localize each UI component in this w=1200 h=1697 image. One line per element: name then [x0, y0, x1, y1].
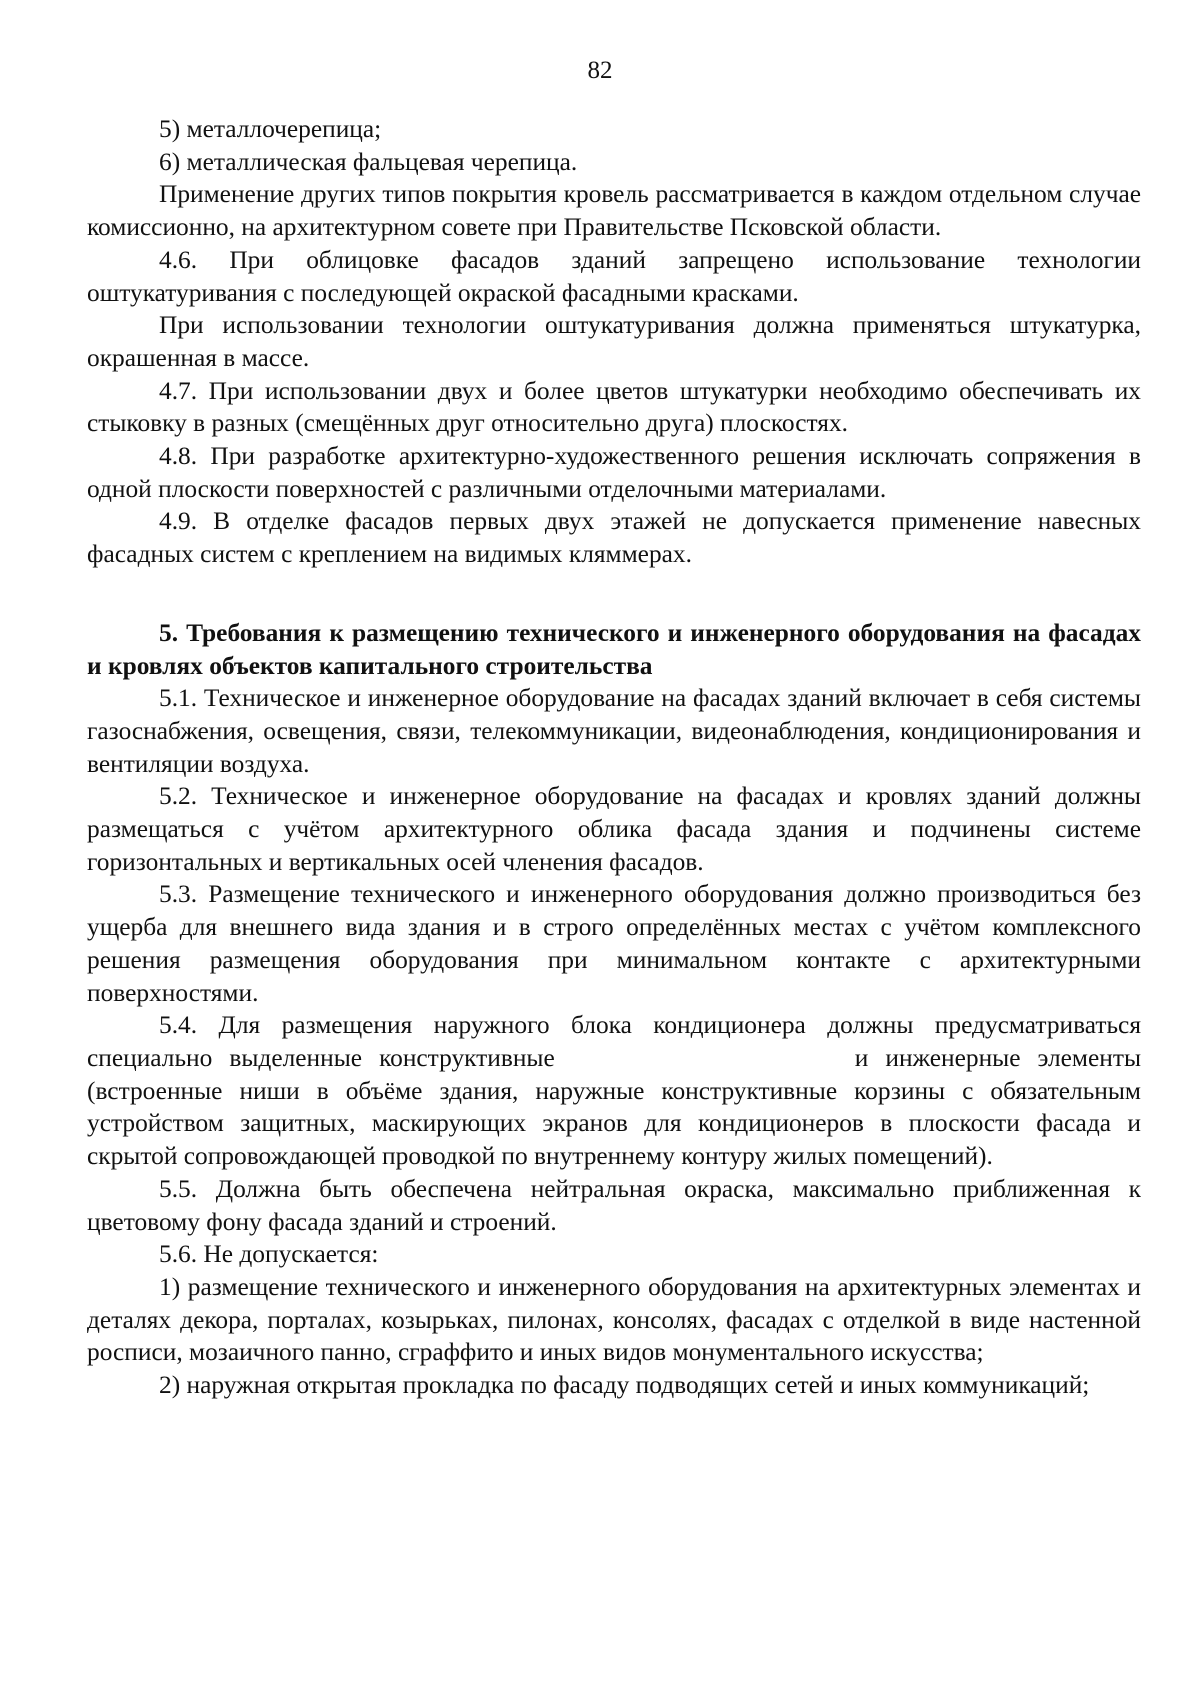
paragraph-5-3: 5.3. Размещение технического и инженерного оборудования должно производиться без ущерба для внешнего вида здания и в строго определённых местах с учётом комплексного решения размещения оборудования при минимальном контакте с архитектурными поверхностями. — [87, 880, 1141, 1007]
list-item-5: 5) металлочерепица; — [159, 115, 382, 143]
paragraph-5-6-item-2: 2) наружная открытая прокладка по фасаду подводящих сетей и иных коммуникаций; — [159, 1371, 1090, 1400]
paragraph-5-6: 5.6. Не допускается: — [159, 1240, 379, 1269]
paragraph-4-9: 4.9. В отделке фасадов первых двух этажей не допускается применение навесных фасадных систем с креплением на видимых кляммерах. — [87, 507, 1141, 569]
paragraph-4-6-plaster: При использовании технологии оштукатуривания должна применяться штукатурка, окрашенная в массе. — [87, 311, 1141, 372]
list-item-6: 6) металлическая фальцевая черепица. — [159, 147, 578, 176]
paragraph-4-8: 4.8. При разработке архитектурно-художественного решения исключать сопряжения в одной плоскости поверхностей с различными отделочными материалами. — [87, 442, 1141, 503]
paragraph-5-4-rest: и инженерные элементы (встроенные ниши в объёме здания, наружные конструктивные корзины с обязательным устройством защитных, маскирующих экранов для кондиционеров в плоскости фасада и скрытой сопровождающей проводкой по внутреннему контуру жилых помещений). — [87, 1043, 1141, 1171]
paragraph-5-4-start: 5.4. Для размещения наружного блока кондиционера должны предусматриваться специально выделенные конструктивные — [87, 1011, 1141, 1072]
paragraph-5-1: 5.1. Техническое и инженерное оборудование на фасадах зданий включает в себя системы газоснабжения, освещения, связи, телекоммуникации, видеонаблюдения, кондиционирования и вентиляции воздуха. — [87, 684, 1141, 778]
paragraph-4-7: 4.7. При использовании двух и более цветов штукатурки необходимо обеспечивать их стыковку в разных (смещённых друг относительно друга) плоскостях. — [87, 376, 1141, 438]
paragraph-5-4 — [87, 1009, 1141, 1173]
document-body — [87, 113, 1141, 1402]
paragraph-5-2: 5.2. Техническое и инженерное оборудование на фасадах и кровлях зданий должны размещаться с учётом архитектурного облика фасада здания и подчинены системе горизонтальных и вертикальных осей членения фасадов. — [87, 782, 1141, 876]
paragraph-5-5: 5.5. Должна быть обеспечена нейтральная окраска, максимально приближенная к цветовому фону фасада зданий и строений. — [87, 1174, 1141, 1236]
paragraph-4-6: 4.6. При облицовке фасадов зданий запрещено использование технологии оштукатуривания с последующей окраской фасадными красками. — [87, 245, 1141, 307]
section-5-heading: 5. Требования к размещению технического и инженерного оборудования на фасадах и кровлях объектов капитального строительства — [87, 618, 1141, 680]
paragraph-5-6-item-1: 1) размещение технического и инженерного оборудования на архитектурных элементах и деталях декора, порталах, козырьках, пилонах, консолях, фасадах с отделкой в виде настенной росписи, мозаичного панно, сграффито и иных видов монументального искусства; — [87, 1272, 1141, 1367]
paragraph-other-roof-types: Применение других типов покрытия кровель рассматривается в каждом отдельном случае комиссионно, на архитектурном совете при Правительстве Псковской области. — [87, 180, 1141, 242]
page-number: 82 — [587, 57, 613, 84]
